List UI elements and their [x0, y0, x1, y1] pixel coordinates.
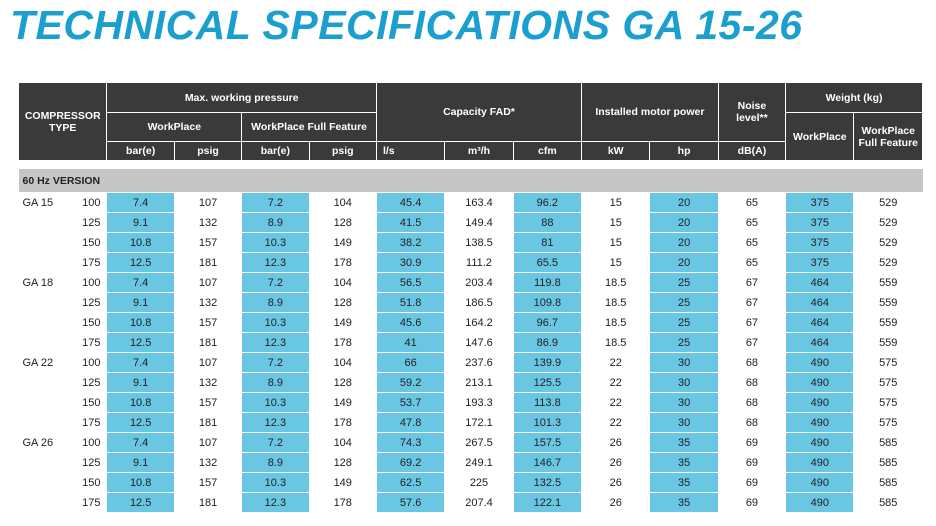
cell-power-kw: 26: [582, 493, 650, 513]
cell-capacity-m3h: 147.6: [445, 333, 513, 353]
cell-psig-full-feature: 149: [309, 473, 376, 493]
cell-psig-full-feature: 149: [309, 313, 376, 333]
unit-bar-full-feature: bar(e): [242, 142, 309, 161]
cell-capacity-m3h: 267.5: [445, 433, 513, 453]
cell-noise-dba: 65: [718, 253, 785, 273]
cell-weight-full-feature: 585: [854, 433, 923, 453]
cell-psi-setting: 125: [77, 213, 107, 233]
cell-power-hp: 30: [650, 373, 718, 393]
cell-psig-full-feature: 128: [309, 373, 376, 393]
cell-bar-full-feature: 10.3: [242, 233, 309, 253]
cell-capacity-ls: 47.8: [376, 413, 444, 433]
cell-bar-full-feature: 12.3: [242, 493, 309, 513]
cell-psi-setting: 175: [77, 333, 107, 353]
cell-capacity-cfm: 119.8: [513, 273, 581, 293]
cell-psi-setting: 150: [77, 233, 107, 253]
cell-capacity-cfm: 88: [513, 213, 581, 233]
cell-capacity-ls: 56.5: [376, 273, 444, 293]
cell-capacity-ls: 57.6: [376, 493, 444, 513]
cell-bar-full-feature: 7.2: [242, 433, 309, 453]
cell-weight-workplace: 375: [786, 193, 854, 213]
cell-power-hp: 25: [650, 313, 718, 333]
cell-bar-full-feature: 7.2: [242, 353, 309, 373]
cell-weight-full-feature: 585: [854, 473, 923, 493]
cell-noise-dba: 68: [718, 353, 785, 373]
unit-bar-workplace: bar(e): [107, 142, 174, 161]
cell-capacity-cfm: 81: [513, 233, 581, 253]
cell-weight-full-feature: 585: [854, 493, 923, 513]
cell-capacity-cfm: 65.5: [513, 253, 581, 273]
cell-psig-full-feature: 104: [309, 193, 376, 213]
cell-capacity-ls: 53.7: [376, 393, 444, 413]
unit-hp: hp: [650, 142, 718, 161]
header-max-pressure: Max. working pressure: [107, 83, 376, 113]
unit-kw: kW: [582, 142, 650, 161]
cell-capacity-cfm: 132.5: [513, 473, 581, 493]
cell-power-hp: 35: [650, 493, 718, 513]
cell-weight-full-feature: 575: [854, 373, 923, 393]
cell-weight-full-feature: 559: [854, 273, 923, 293]
cell-weight-workplace: 464: [786, 333, 854, 353]
cell-bar-workplace: 9.1: [107, 453, 174, 473]
cell-bar-full-feature: 7.2: [242, 273, 309, 293]
cell-model: GA 22: [19, 353, 77, 373]
cell-bar-full-feature: 8.9: [242, 293, 309, 313]
cell-psi-setting: 150: [77, 473, 107, 493]
cell-capacity-m3h: 172.1: [445, 413, 513, 433]
cell-psi-setting: 125: [77, 373, 107, 393]
cell-model: [19, 473, 77, 493]
cell-psig-workplace: 132: [174, 213, 241, 233]
cell-weight-workplace: 490: [786, 493, 854, 513]
cell-noise-dba: 69: [718, 433, 785, 453]
cell-capacity-ls: 45.6: [376, 313, 444, 333]
cell-power-kw: 22: [582, 413, 650, 433]
cell-bar-workplace: 10.8: [107, 473, 174, 493]
cell-psig-workplace: 157: [174, 233, 241, 253]
cell-psig-full-feature: 128: [309, 213, 376, 233]
cell-capacity-cfm: 113.8: [513, 393, 581, 413]
cell-weight-workplace: 464: [786, 313, 854, 333]
cell-psi-setting: 125: [77, 293, 107, 313]
unit-psig-workplace: psig: [174, 142, 241, 161]
cell-psig-full-feature: 178: [309, 253, 376, 273]
cell-power-hp: 30: [650, 393, 718, 413]
header-weight: Weight (kg): [786, 83, 923, 113]
cell-bar-workplace: 12.5: [107, 253, 174, 273]
unit-cfm: cfm: [513, 142, 581, 161]
table-row: [19, 333, 923, 353]
header-workplace-full-feature: WorkPlace Full Feature: [242, 113, 377, 142]
cell-capacity-cfm: 96.2: [513, 193, 581, 213]
cell-weight-full-feature: 559: [854, 333, 923, 353]
header-noise: Noise level**: [718, 83, 785, 142]
cell-bar-workplace: 7.4: [107, 353, 174, 373]
cell-capacity-m3h: 164.2: [445, 313, 513, 333]
cell-weight-workplace: 490: [786, 453, 854, 473]
cell-bar-full-feature: 10.3: [242, 473, 309, 493]
cell-psig-full-feature: 128: [309, 293, 376, 313]
cell-capacity-ls: 30.9: [376, 253, 444, 273]
specifications-table: [18, 82, 923, 513]
cell-power-kw: 22: [582, 393, 650, 413]
cell-capacity-m3h: 207.4: [445, 493, 513, 513]
cell-weight-full-feature: 575: [854, 393, 923, 413]
cell-capacity-cfm: 122.1: [513, 493, 581, 513]
cell-model: [19, 233, 77, 253]
cell-power-kw: 18.5: [582, 333, 650, 353]
cell-weight-workplace: 490: [786, 353, 854, 373]
cell-noise-dba: 65: [718, 193, 785, 213]
header-workplace: WorkPlace: [107, 113, 242, 142]
cell-power-kw: 15: [582, 253, 650, 273]
page-title: TECHNICAL SPECIFICATIONS GA 15-26: [10, 2, 803, 48]
unit-ls: l/s: [376, 142, 444, 161]
cell-bar-workplace: 7.4: [107, 433, 174, 453]
cell-capacity-m3h: 203.4: [445, 273, 513, 293]
table-row: [19, 373, 923, 393]
cell-bar-workplace: 10.8: [107, 393, 174, 413]
cell-weight-workplace: 375: [786, 213, 854, 233]
table-row: [19, 273, 923, 293]
cell-model: [19, 453, 77, 473]
unit-dba: dB(A): [718, 142, 785, 161]
cell-model: [19, 293, 77, 313]
cell-noise-dba: 68: [718, 393, 785, 413]
cell-power-kw: 26: [582, 433, 650, 453]
cell-bar-workplace: 12.5: [107, 413, 174, 433]
cell-model: [19, 313, 77, 333]
cell-psig-workplace: 181: [174, 493, 241, 513]
cell-psig-full-feature: 178: [309, 413, 376, 433]
cell-weight-workplace: 464: [786, 293, 854, 313]
cell-power-kw: 26: [582, 453, 650, 473]
table-row: [19, 233, 923, 253]
table-row: [19, 213, 923, 233]
cell-capacity-ls: 59.2: [376, 373, 444, 393]
cell-model: [19, 493, 77, 513]
cell-bar-full-feature: 8.9: [242, 453, 309, 473]
cell-model: GA 18: [19, 273, 77, 293]
table-row: [19, 453, 923, 473]
cell-bar-workplace: 10.8: [107, 313, 174, 333]
cell-noise-dba: 69: [718, 453, 785, 473]
table-row: [19, 293, 923, 313]
cell-bar-full-feature: 8.9: [242, 213, 309, 233]
cell-weight-full-feature: 529: [854, 233, 923, 253]
cell-psig-workplace: 107: [174, 273, 241, 293]
cell-psig-workplace: 107: [174, 193, 241, 213]
cell-capacity-cfm: 109.8: [513, 293, 581, 313]
cell-psig-workplace: 132: [174, 453, 241, 473]
cell-capacity-ls: 38.2: [376, 233, 444, 253]
cell-power-hp: 35: [650, 453, 718, 473]
cell-capacity-ls: 62.5: [376, 473, 444, 493]
cell-power-hp: 25: [650, 333, 718, 353]
cell-model: [19, 393, 77, 413]
cell-noise-dba: 67: [718, 273, 785, 293]
cell-bar-full-feature: 10.3: [242, 393, 309, 413]
cell-bar-workplace: 10.8: [107, 233, 174, 253]
cell-power-hp: 20: [650, 193, 718, 213]
cell-bar-full-feature: 12.3: [242, 333, 309, 353]
cell-weight-workplace: 490: [786, 393, 854, 413]
cell-noise-dba: 67: [718, 293, 785, 313]
cell-power-kw: 15: [582, 193, 650, 213]
cell-power-kw: 22: [582, 373, 650, 393]
cell-capacity-cfm: 101.3: [513, 413, 581, 433]
table-body: [19, 161, 923, 513]
cell-power-hp: 30: [650, 413, 718, 433]
cell-capacity-ls: 51.8: [376, 293, 444, 313]
cell-weight-workplace: 375: [786, 233, 854, 253]
cell-psig-full-feature: 149: [309, 393, 376, 413]
cell-psi-setting: 125: [77, 453, 107, 473]
cell-capacity-cfm: 86.9: [513, 333, 581, 353]
cell-model: [19, 413, 77, 433]
cell-power-hp: 25: [650, 273, 718, 293]
cell-psi-setting: 100: [77, 433, 107, 453]
cell-power-kw: 18.5: [582, 273, 650, 293]
cell-capacity-ls: 66: [376, 353, 444, 373]
cell-psig-workplace: 132: [174, 373, 241, 393]
cell-power-hp: 20: [650, 213, 718, 233]
table-row: [19, 473, 923, 493]
cell-capacity-cfm: 146.7: [513, 453, 581, 473]
cell-bar-workplace: 9.1: [107, 213, 174, 233]
cell-psig-full-feature: 149: [309, 233, 376, 253]
cell-capacity-m3h: 237.6: [445, 353, 513, 373]
cell-psi-setting: 100: [77, 193, 107, 213]
cell-power-hp: 35: [650, 473, 718, 493]
cell-bar-workplace: 7.4: [107, 193, 174, 213]
cell-power-kw: 26: [582, 473, 650, 493]
cell-capacity-m3h: 138.5: [445, 233, 513, 253]
cell-capacity-m3h: 163.4: [445, 193, 513, 213]
cell-capacity-ls: 45.4: [376, 193, 444, 213]
cell-weight-full-feature: 559: [854, 293, 923, 313]
cell-power-hp: 20: [650, 253, 718, 273]
cell-model: [19, 213, 77, 233]
cell-psi-setting: 175: [77, 253, 107, 273]
cell-model: [19, 253, 77, 273]
cell-psi-setting: 175: [77, 493, 107, 513]
cell-capacity-ls: 41.5: [376, 213, 444, 233]
section-60hz-label: 60 Hz VERSION: [19, 169, 923, 193]
header-capacity: Capacity FAD*: [376, 83, 581, 142]
cell-capacity-ls: 69.2: [376, 453, 444, 473]
cell-weight-workplace: 490: [786, 373, 854, 393]
cell-noise-dba: 65: [718, 233, 785, 253]
cell-capacity-m3h: 193.3: [445, 393, 513, 413]
cell-weight-workplace: 375: [786, 253, 854, 273]
table-row: [19, 353, 923, 373]
cell-weight-workplace: 490: [786, 473, 854, 493]
cell-psig-workplace: 107: [174, 353, 241, 373]
cell-model: GA 26: [19, 433, 77, 453]
cell-weight-full-feature: 529: [854, 213, 923, 233]
cell-psi-setting: 175: [77, 413, 107, 433]
cell-psig-full-feature: 178: [309, 333, 376, 353]
cell-model: GA 15: [19, 193, 77, 213]
cell-bar-full-feature: 7.2: [242, 193, 309, 213]
cell-power-hp: 30: [650, 353, 718, 373]
cell-capacity-m3h: 149.4: [445, 213, 513, 233]
cell-power-hp: 35: [650, 433, 718, 453]
cell-noise-dba: 68: [718, 413, 785, 433]
table-row: [19, 413, 923, 433]
cell-power-hp: 20: [650, 233, 718, 253]
cell-capacity-cfm: 96.7: [513, 313, 581, 333]
cell-psig-full-feature: 104: [309, 273, 376, 293]
cell-psig-full-feature: 178: [309, 493, 376, 513]
cell-psig-workplace: 181: [174, 333, 241, 353]
cell-psig-full-feature: 128: [309, 453, 376, 473]
cell-weight-workplace: 490: [786, 433, 854, 453]
cell-bar-workplace: 12.5: [107, 493, 174, 513]
cell-capacity-m3h: 249.1: [445, 453, 513, 473]
cell-psi-setting: 100: [77, 353, 107, 373]
header-weight-full-feature: WorkPlace Full Feature: [854, 113, 923, 161]
cell-capacity-cfm: 125.5: [513, 373, 581, 393]
cell-capacity-m3h: 225: [445, 473, 513, 493]
cell-weight-full-feature: 529: [854, 253, 923, 273]
cell-bar-full-feature: 8.9: [242, 373, 309, 393]
cell-bar-full-feature: 10.3: [242, 313, 309, 333]
table-row: [19, 193, 923, 213]
cell-noise-dba: 65: [718, 213, 785, 233]
table-row: [19, 313, 923, 333]
unit-m3h: m³/h: [445, 142, 513, 161]
table-row: [19, 433, 923, 453]
cell-model: [19, 373, 77, 393]
cell-capacity-ls: 41: [376, 333, 444, 353]
cell-psi-setting: 100: [77, 273, 107, 293]
cell-psig-workplace: 157: [174, 393, 241, 413]
cell-psig-workplace: 132: [174, 293, 241, 313]
cell-power-kw: 15: [582, 213, 650, 233]
cell-bar-workplace: 7.4: [107, 273, 174, 293]
cell-power-kw: 18.5: [582, 293, 650, 313]
cell-psig-full-feature: 104: [309, 353, 376, 373]
cell-weight-full-feature: 575: [854, 413, 923, 433]
cell-capacity-cfm: 139.9: [513, 353, 581, 373]
cell-weight-full-feature: 585: [854, 453, 923, 473]
cell-capacity-m3h: 213.1: [445, 373, 513, 393]
cell-psig-workplace: 157: [174, 313, 241, 333]
cell-noise-dba: 67: [718, 313, 785, 333]
cell-psi-setting: 150: [77, 393, 107, 413]
unit-psig-full-feature: psig: [309, 142, 376, 161]
cell-psig-workplace: 157: [174, 473, 241, 493]
cell-weight-full-feature: 575: [854, 353, 923, 373]
cell-psi-setting: 150: [77, 313, 107, 333]
cell-weight-workplace: 464: [786, 273, 854, 293]
cell-power-kw: 18.5: [582, 313, 650, 333]
cell-bar-full-feature: 12.3: [242, 413, 309, 433]
cell-psig-workplace: 181: [174, 413, 241, 433]
cell-noise-dba: 69: [718, 473, 785, 493]
cell-noise-dba: 67: [718, 333, 785, 353]
cell-noise-dba: 69: [718, 493, 785, 513]
cell-capacity-ls: 74.3: [376, 433, 444, 453]
header-compressor-type: COMPRESSOR TYPE: [19, 83, 107, 161]
cell-capacity-cfm: 157.5: [513, 433, 581, 453]
table-row: [19, 393, 923, 413]
cell-capacity-m3h: 111.2: [445, 253, 513, 273]
cell-weight-full-feature: 559: [854, 313, 923, 333]
cell-bar-workplace: 12.5: [107, 333, 174, 353]
cell-capacity-m3h: 186.5: [445, 293, 513, 313]
cell-bar-workplace: 9.1: [107, 293, 174, 313]
cell-power-hp: 25: [650, 293, 718, 313]
table-row: [19, 493, 923, 513]
cell-psig-workplace: 181: [174, 253, 241, 273]
cell-bar-workplace: 9.1: [107, 373, 174, 393]
table-row: [19, 253, 923, 273]
header-motor-power: Installed motor power: [582, 83, 719, 142]
cell-psig-full-feature: 104: [309, 433, 376, 453]
cell-bar-full-feature: 12.3: [242, 253, 309, 273]
cell-weight-workplace: 490: [786, 413, 854, 433]
cell-model: [19, 333, 77, 353]
cell-noise-dba: 68: [718, 373, 785, 393]
cell-power-kw: 15: [582, 233, 650, 253]
header-weight-workplace: WorkPlace: [786, 113, 854, 161]
cell-weight-full-feature: 529: [854, 193, 923, 213]
cell-psig-workplace: 107: [174, 433, 241, 453]
cell-power-kw: 22: [582, 353, 650, 373]
